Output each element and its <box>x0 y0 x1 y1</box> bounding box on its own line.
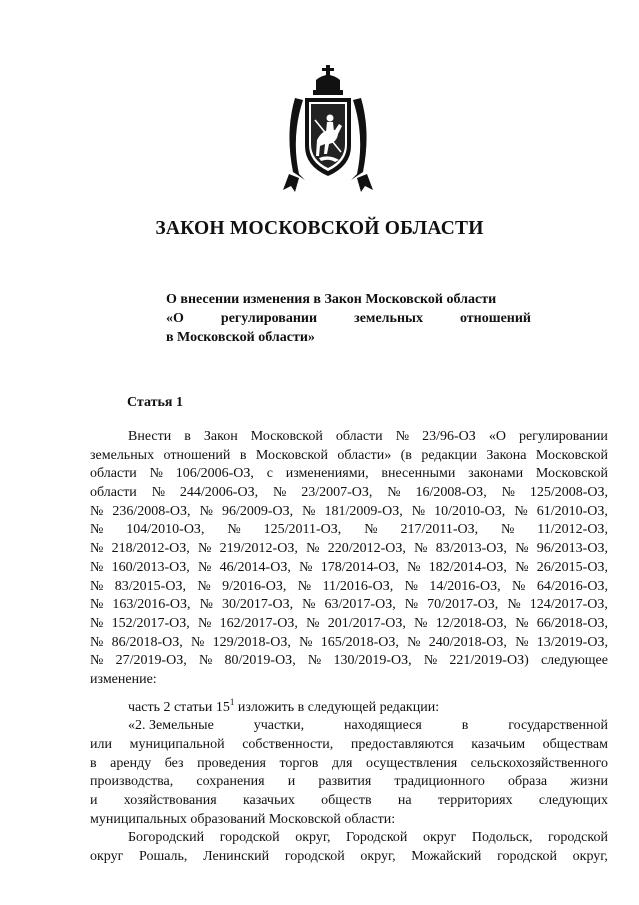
word: № <box>307 653 322 669</box>
word: № <box>227 522 241 538</box>
word: области» <box>337 447 392 463</box>
text-line <box>90 596 608 615</box>
subject-word: земельных <box>354 311 423 326</box>
word: производства, <box>90 774 174 790</box>
text-line <box>90 634 608 653</box>
subject-word: отношений <box>459 311 531 326</box>
word: № <box>306 615 320 631</box>
word: № <box>407 634 421 650</box>
word: № <box>198 559 212 575</box>
word: городской <box>497 849 557 865</box>
word: № <box>151 485 166 501</box>
word: 181/2009-ОЗ, <box>324 503 403 519</box>
word: 162/2017-ОЗ, <box>219 615 298 631</box>
word: № <box>90 578 104 594</box>
word: Закона <box>486 447 527 463</box>
law-subject <box>166 290 531 347</box>
subject-word: «О <box>166 311 184 326</box>
word: городской <box>219 830 280 846</box>
word: 129/2018-ОЗ, <box>212 634 291 650</box>
word: 16/2008-ОЗ, <box>415 485 487 501</box>
word: городской <box>548 830 608 846</box>
word: области <box>90 485 137 501</box>
word: № <box>198 653 213 669</box>
text-line <box>90 465 608 484</box>
municipal-list <box>90 829 608 866</box>
word: № <box>515 559 529 575</box>
word: сельскохозяйственного <box>470 755 608 771</box>
word: № <box>90 653 104 669</box>
text-line <box>90 484 608 503</box>
word: «2. Земельные <box>128 718 214 734</box>
word: законами <box>468 466 524 482</box>
word: № <box>515 615 529 631</box>
word: 86/2018-ОЗ, <box>111 634 183 650</box>
subject-line-justified <box>166 309 531 328</box>
law-title: ЗАКОН МОСКОВСКОЙ ОБЛАСТИ <box>155 218 484 239</box>
word: 152/2017-ОЗ, <box>111 615 190 631</box>
word: 244/2006-ОЗ, <box>179 485 259 501</box>
word: округ <box>90 849 124 865</box>
word: № <box>90 503 104 519</box>
word: № <box>199 503 213 519</box>
word: и <box>287 774 296 790</box>
word: Московской <box>535 466 608 482</box>
word: № <box>414 615 428 631</box>
word: 240/2018-ОЗ, <box>428 634 507 650</box>
quoted-text <box>90 717 608 810</box>
word: № <box>299 559 313 575</box>
word: казачьим <box>471 737 526 752</box>
word: № <box>306 541 320 557</box>
word: Московской <box>250 429 323 444</box>
word: № <box>199 597 213 613</box>
word: и <box>90 793 98 809</box>
word: казачьих <box>242 793 295 809</box>
word: земельных <box>90 447 155 463</box>
word: 104/2010-ОЗ, <box>126 522 205 538</box>
word: регулировании <box>518 429 608 444</box>
word: в <box>461 718 469 734</box>
text-line <box>90 447 608 466</box>
word: аренду <box>110 755 152 771</box>
word: образа <box>508 774 548 790</box>
word: «О <box>488 429 506 444</box>
word: редакции <box>421 447 477 463</box>
word: № <box>387 485 401 501</box>
word: 64/2016-ОЗ, <box>536 578 608 594</box>
word: № <box>423 653 438 669</box>
word: 61/2010-ОЗ, <box>536 503 608 519</box>
word: отношений <box>163 447 231 463</box>
word: осуществления <box>366 755 458 771</box>
word: округ, <box>572 849 608 865</box>
word: (в <box>400 447 412 463</box>
word: 236/2008-ОЗ, <box>112 503 191 519</box>
word: 96/2013-ОЗ, <box>536 541 608 557</box>
word: государственной <box>508 718 608 734</box>
word: обществ <box>321 793 372 809</box>
article-body <box>90 428 608 867</box>
word: собственности, <box>242 737 334 752</box>
word: № <box>414 541 428 557</box>
word: 66/2018-ОЗ, <box>536 615 608 631</box>
word: 30/2017-ОЗ, <box>221 597 294 613</box>
word: Богородский <box>128 830 205 846</box>
word: № <box>515 541 529 557</box>
word: 70/2017-ОЗ, <box>427 597 499 613</box>
word: 26/2015-ОЗ, <box>536 559 608 575</box>
word: № <box>272 485 287 501</box>
word: № <box>149 466 163 482</box>
word: в <box>184 429 191 444</box>
word: 12/2018-ОЗ, <box>435 615 507 631</box>
part-intro-line <box>90 696 608 718</box>
word: 178/2014-ОЗ, <box>320 559 399 575</box>
text-line <box>90 652 608 671</box>
part-intro-text: изложить в следующей редакции: <box>234 699 440 715</box>
word: 221/2019-ОЗ) <box>449 653 529 669</box>
word: Московской <box>255 447 328 463</box>
word: в <box>90 755 97 771</box>
word: 23/2007-ОЗ, <box>301 485 373 501</box>
subject-word: регулировании <box>220 311 318 326</box>
word: № <box>395 429 410 444</box>
word: 106/2006-ОЗ, <box>175 466 254 482</box>
text-line <box>90 717 608 736</box>
word: участки, <box>253 718 305 734</box>
word: обществам <box>542 737 608 752</box>
word: или <box>90 737 112 752</box>
word: Рошаль, <box>139 849 188 865</box>
word: № <box>297 578 312 594</box>
word: 83/2013-ОЗ, <box>435 541 507 557</box>
text-line <box>90 559 608 578</box>
word: № <box>90 634 104 650</box>
word: округ, <box>360 849 396 865</box>
word: Внести <box>128 429 172 444</box>
word: развития <box>318 774 372 790</box>
word: 130/2019-ОЗ, <box>333 653 412 669</box>
text-line <box>90 578 608 597</box>
word: 182/2014-ОЗ, <box>428 559 507 575</box>
word: 11/2016-ОЗ, <box>322 578 394 594</box>
word: с <box>266 466 273 482</box>
word: № <box>364 522 378 538</box>
word: № <box>411 503 426 519</box>
word: 63/2017-ОЗ, <box>324 597 396 613</box>
word: № <box>407 559 421 575</box>
word: 165/2018-ОЗ, <box>320 634 399 650</box>
text-line <box>90 521 608 540</box>
text-line <box>90 540 608 559</box>
amendment-paragraph <box>90 428 608 671</box>
word: 11/2012-ОЗ, <box>537 522 608 538</box>
text-line <box>90 503 608 522</box>
word: жизни <box>570 774 608 790</box>
word: 201/2017-ОЗ, <box>327 615 406 631</box>
word: 163/2016-ОЗ, <box>112 597 191 613</box>
word: проведения <box>197 755 266 771</box>
text-line <box>90 792 608 811</box>
subject-line: в Московской области» <box>166 330 315 345</box>
word: № <box>191 634 205 650</box>
text-line <box>90 755 608 774</box>
word: Закон <box>203 429 238 444</box>
word: № <box>302 503 316 519</box>
word: Можайский <box>411 849 482 865</box>
word: для <box>331 755 353 771</box>
word: округ <box>423 830 457 846</box>
word: 23/96-ОЗ <box>422 429 476 444</box>
article-heading: Статья 1 <box>127 395 183 410</box>
word: № <box>404 597 419 613</box>
part-intro-superscript: 1 <box>229 696 235 707</box>
word: торгов <box>279 755 319 771</box>
word: Ленинский <box>203 849 270 865</box>
word: № <box>512 578 526 594</box>
word: № <box>501 522 515 538</box>
word: без <box>164 755 184 771</box>
word: территориях <box>437 793 513 809</box>
word: № <box>501 485 515 501</box>
word: № <box>302 597 316 613</box>
word: № <box>197 578 211 594</box>
word: 46/2014-ОЗ, <box>219 559 291 575</box>
word: 217/2011-ОЗ, <box>400 522 479 538</box>
word: 125/2008-ОЗ, <box>529 485 608 501</box>
word: 125/2011-ОЗ, <box>263 522 342 538</box>
word: № <box>514 503 528 519</box>
word: находящиеся <box>343 718 422 734</box>
word: № <box>90 522 104 538</box>
word: Городской <box>346 830 408 846</box>
text-line <box>90 773 608 792</box>
word: в <box>239 447 247 463</box>
word: 220/2012-ОЗ, <box>327 541 406 557</box>
word: 219/2012-ОЗ, <box>219 541 298 557</box>
word: предоставляются <box>350 737 454 752</box>
quote-line: муниципальных образований Московской области: <box>90 811 396 827</box>
word: 218/2012-ОЗ, <box>111 541 190 557</box>
word: № <box>515 634 529 650</box>
word: городской <box>284 849 345 865</box>
word: округ, <box>295 830 331 846</box>
word: следующих <box>538 793 608 809</box>
word: 96/2009-ОЗ, <box>221 503 294 519</box>
text-line <box>90 615 608 634</box>
word: следующее <box>540 653 608 669</box>
word: № <box>90 559 104 575</box>
subject-line: О внесении изменения в Закон Московской области <box>166 292 497 307</box>
word: традиционного <box>394 774 485 790</box>
word: изменениями, <box>285 466 369 482</box>
word: хозяйствования <box>123 793 217 809</box>
word: 14/2016-ОЗ, <box>429 578 501 594</box>
word: № <box>198 615 212 631</box>
word: области <box>335 429 383 444</box>
word: № <box>90 597 104 613</box>
word: Подольск, <box>471 830 533 846</box>
text-line <box>90 848 608 867</box>
word: 83/2015-ОЗ, <box>114 578 186 594</box>
word: № <box>299 634 313 650</box>
paragraph-line: изменение: <box>90 671 157 687</box>
word: 9/2016-ОЗ, <box>222 578 287 594</box>
word: № <box>198 541 212 557</box>
word: муниципальной <box>129 737 225 752</box>
word: № <box>404 578 418 594</box>
word: 124/2017-ОЗ, <box>529 597 608 613</box>
word: области <box>90 466 137 482</box>
word: 160/2013-ОЗ, <box>111 559 190 575</box>
word: Московской <box>535 447 608 463</box>
word: 13/2019-ОЗ, <box>536 634 608 650</box>
text-line <box>90 428 608 447</box>
word: 80/2019-ОЗ, <box>224 653 296 669</box>
part-intro-text: часть 2 статьи 15 <box>128 699 230 715</box>
word: № <box>90 615 104 631</box>
word: сохранения <box>196 774 265 790</box>
word: на <box>397 793 412 809</box>
coat-of-arms-emblem <box>275 62 381 194</box>
word: 10/2010-ОЗ, <box>434 503 506 519</box>
text-line <box>90 829 608 848</box>
text-line <box>90 736 608 755</box>
word: внесенными <box>381 466 456 482</box>
word: № <box>507 597 521 613</box>
word: № <box>90 541 104 557</box>
word: 27/2019-ОЗ, <box>115 653 187 669</box>
